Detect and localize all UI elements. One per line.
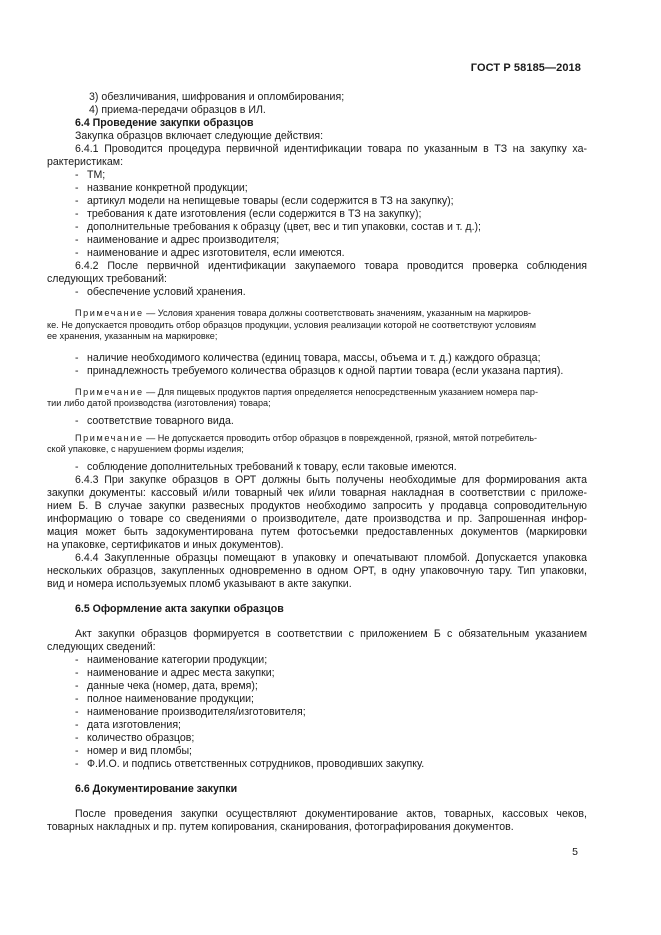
bullet-dash: - [75, 653, 79, 666]
bullet-text: наименование и адрес изготовителя, если имеются. [87, 247, 345, 259]
bullet-text: ТМ; [87, 169, 106, 181]
bullet-item [47, 706, 587, 719]
bullet-dash: - [75, 718, 79, 731]
paragraph-line: на упаковке, сертификатов и иных документов). [47, 538, 284, 551]
bullet-item [47, 169, 587, 182]
bullet-text: наименование и адрес места закупки; [87, 666, 275, 679]
note-line: тии либо датой производства (изготовления) товара; [47, 398, 271, 408]
paragraph-line: вид и номера используемых пломб указывают в акте закупки. [47, 577, 352, 590]
bullet-dash: - [75, 286, 79, 298]
bullet-dash: - [75, 182, 79, 194]
section-heading-6-6: 6.6 Документирование закупки [75, 782, 238, 795]
bullet-dash: - [75, 679, 79, 692]
bullet-text: полное наименование продукции; [87, 692, 254, 705]
section-heading-6-4: 6.4 Проведение закупки образцов [75, 117, 254, 129]
bullet-dash: - [75, 705, 79, 718]
bullet-text: артикул модели на непищевые товары (если содержится в ТЗ на закупку); [87, 195, 454, 207]
bullet-text: данные чека (номер, дата, время); [87, 679, 258, 692]
bullet-dash: - [75, 666, 79, 679]
paragraph-line: следующих требований: [47, 273, 167, 285]
note-line [47, 433, 587, 445]
bullet-dash: - [75, 731, 79, 744]
bullet-dash: - [75, 414, 79, 427]
paragraph-line: 6.4.1 Проводится процедура первичной идентификации товара по указанным в ТЗ на закупку ха- [75, 143, 587, 155]
list-item: 3) обезличивания, шифрования и опломбирования; [89, 91, 345, 103]
bullet-text: название конкретной продукции; [87, 182, 248, 194]
bullet-item [47, 680, 587, 693]
bullet-text: соответствие товарного вида. [87, 414, 234, 427]
bullet-dash: - [75, 351, 79, 364]
paragraph-line: рактеристикам: [47, 156, 124, 168]
page-number: 5 [572, 846, 578, 858]
paragraph-line: 6.4.4 Закупленные образцы помещают в упаковку и опечатывают пломбой. Допускается упаковка [75, 551, 587, 564]
bullet-text: принадлежность требуемого количества образцов к одной партии товара (если указана партия). [87, 364, 564, 377]
paragraph-line: Закупка образцов включает следующие действия: [75, 130, 324, 142]
note-text: — Условия хранения товара должны соответствовать значениям, указанным на маркиров- [143, 308, 532, 318]
bullet-dash: - [75, 744, 79, 757]
note-line: ской упаковке, с нарушением формы изделия; [47, 444, 244, 454]
bullet-item [47, 286, 587, 299]
bullet-text: требования к дате изготовления (если содержится в ТЗ на закупку); [87, 208, 422, 220]
bullet-item [47, 654, 587, 667]
bullet-dash: - [75, 247, 79, 259]
bullet-item [47, 234, 587, 247]
bullet-item [47, 208, 587, 221]
note-label: Примечание [75, 432, 144, 443]
standard-header: ГОСТ Р 58185—2018 [470, 62, 581, 74]
bullet-text: наименование категории продукции; [87, 653, 268, 666]
bullet-text: соблюдение дополнительных требований к товару, если таковые имеются. [87, 460, 457, 473]
paragraph-line: мация может быть задокументирована путем фотосъемки предоставленных документов (маркировки [47, 525, 587, 538]
bullet-item [47, 352, 587, 365]
bullet-item [47, 758, 587, 771]
note-label: Примечание [75, 386, 144, 397]
page-body [47, 91, 587, 834]
bullet-item [47, 195, 587, 208]
bullet-item [47, 667, 587, 680]
bullet-item [47, 693, 587, 706]
bullet-item [47, 221, 587, 234]
bullet-text: Ф.И.О. и подпись ответственных сотрудников, проводивших закупку. [87, 757, 425, 770]
bullet-text: дата изготовления; [87, 718, 182, 731]
bullet-text: количество образцов; [87, 731, 195, 744]
paragraph-line: 6.4.3 При закупке образцов в ОРТ должны быть получены необходимые для формирования акта [75, 473, 587, 486]
section-heading-6-5: 6.5 Оформление акта закупки образцов [75, 602, 284, 615]
note-line [47, 308, 587, 320]
bullet-dash: - [75, 460, 79, 473]
bullet-item [47, 365, 587, 378]
paragraph-line: 6.4.2 После первичной идентификации закупаемого товара проводится проверка соблюдения [75, 260, 587, 272]
bullet-item [47, 732, 587, 745]
paragraph-line: нескольких образцов, закупленных одновременно в одном ОРТ, в одну упаковочную тару. Тип упаковки, [47, 564, 587, 577]
note-2 [47, 387, 587, 410]
paragraph-line: нием Б. В случае закупки развесных продуктов необходимо запросить у продавца сопроводительную [47, 499, 587, 512]
bullet-dash: - [75, 692, 79, 705]
note-line: ке. Не допускается проводить отбор образцов продукции, условия реализации которой не соответствуют условиям [47, 319, 536, 330]
list-item: 4) приема-передачи образцов в ИЛ. [89, 104, 266, 116]
bullet-dash: - [75, 195, 79, 207]
bullet-dash: - [75, 364, 79, 377]
bullet-item [47, 247, 587, 260]
bullet-item [47, 182, 587, 195]
bullet-text: обеспечение условий хранения. [87, 286, 246, 298]
note-label: Примечание [75, 308, 144, 318]
bullet-dash: - [75, 169, 79, 181]
paragraph-line: следующих сведений: [47, 640, 156, 653]
paragraph-line: товарных накладных и пр. путем копирования, сканирования, фотографирования документов. [47, 820, 514, 833]
bullet-text: наименование и адрес производителя; [87, 234, 280, 246]
note-3 [47, 433, 587, 456]
bullet-dash: - [75, 221, 79, 233]
bullet-item [47, 415, 587, 428]
bullet-item [47, 719, 587, 732]
bullet-text: номер и вид пломбы; [87, 744, 193, 757]
note-1 [47, 308, 587, 343]
note-text: — Для пищевых продуктов партия определяется непосредственным указанием номера пар- [143, 386, 539, 397]
bullet-text: дополнительные требования к образцу (цвет, вес и тип упаковки, состав и т. д.); [87, 221, 481, 233]
note-text: — Не допускается проводить отбор образцов в поврежденной, грязной, мятой потребитель- [143, 432, 538, 443]
paragraph-line: После проведения закупки осуществляют документирование актов, товарных, кассовых чеков, [75, 807, 587, 820]
bullet-dash: - [75, 234, 79, 246]
bullet-item [47, 461, 587, 474]
bullet-dash: - [75, 208, 79, 220]
paragraph-line: Акт закупки образцов формируется в соответствии с приложением Б с обязательным указанием [75, 627, 587, 640]
paragraph-line: закупки документы: кассовый и/или товарный чек и/или товарная накладная в соответствии с приложе- [47, 486, 587, 499]
note-line [47, 387, 587, 399]
bullet-dash: - [75, 757, 79, 770]
bullet-text: наименование производителя/изготовителя; [87, 705, 306, 718]
bullet-text: наличие необходимого количества (единиц товара, массы, объема и т. д.) каждого образца; [87, 351, 541, 364]
bullet-item [47, 745, 587, 758]
paragraph-line: информацию о товаре со сведениями о производителе, дате производства и пр. Запрошенная инфор- [47, 512, 587, 525]
note-line: ее хранения, указанным на маркировке; [47, 331, 218, 341]
